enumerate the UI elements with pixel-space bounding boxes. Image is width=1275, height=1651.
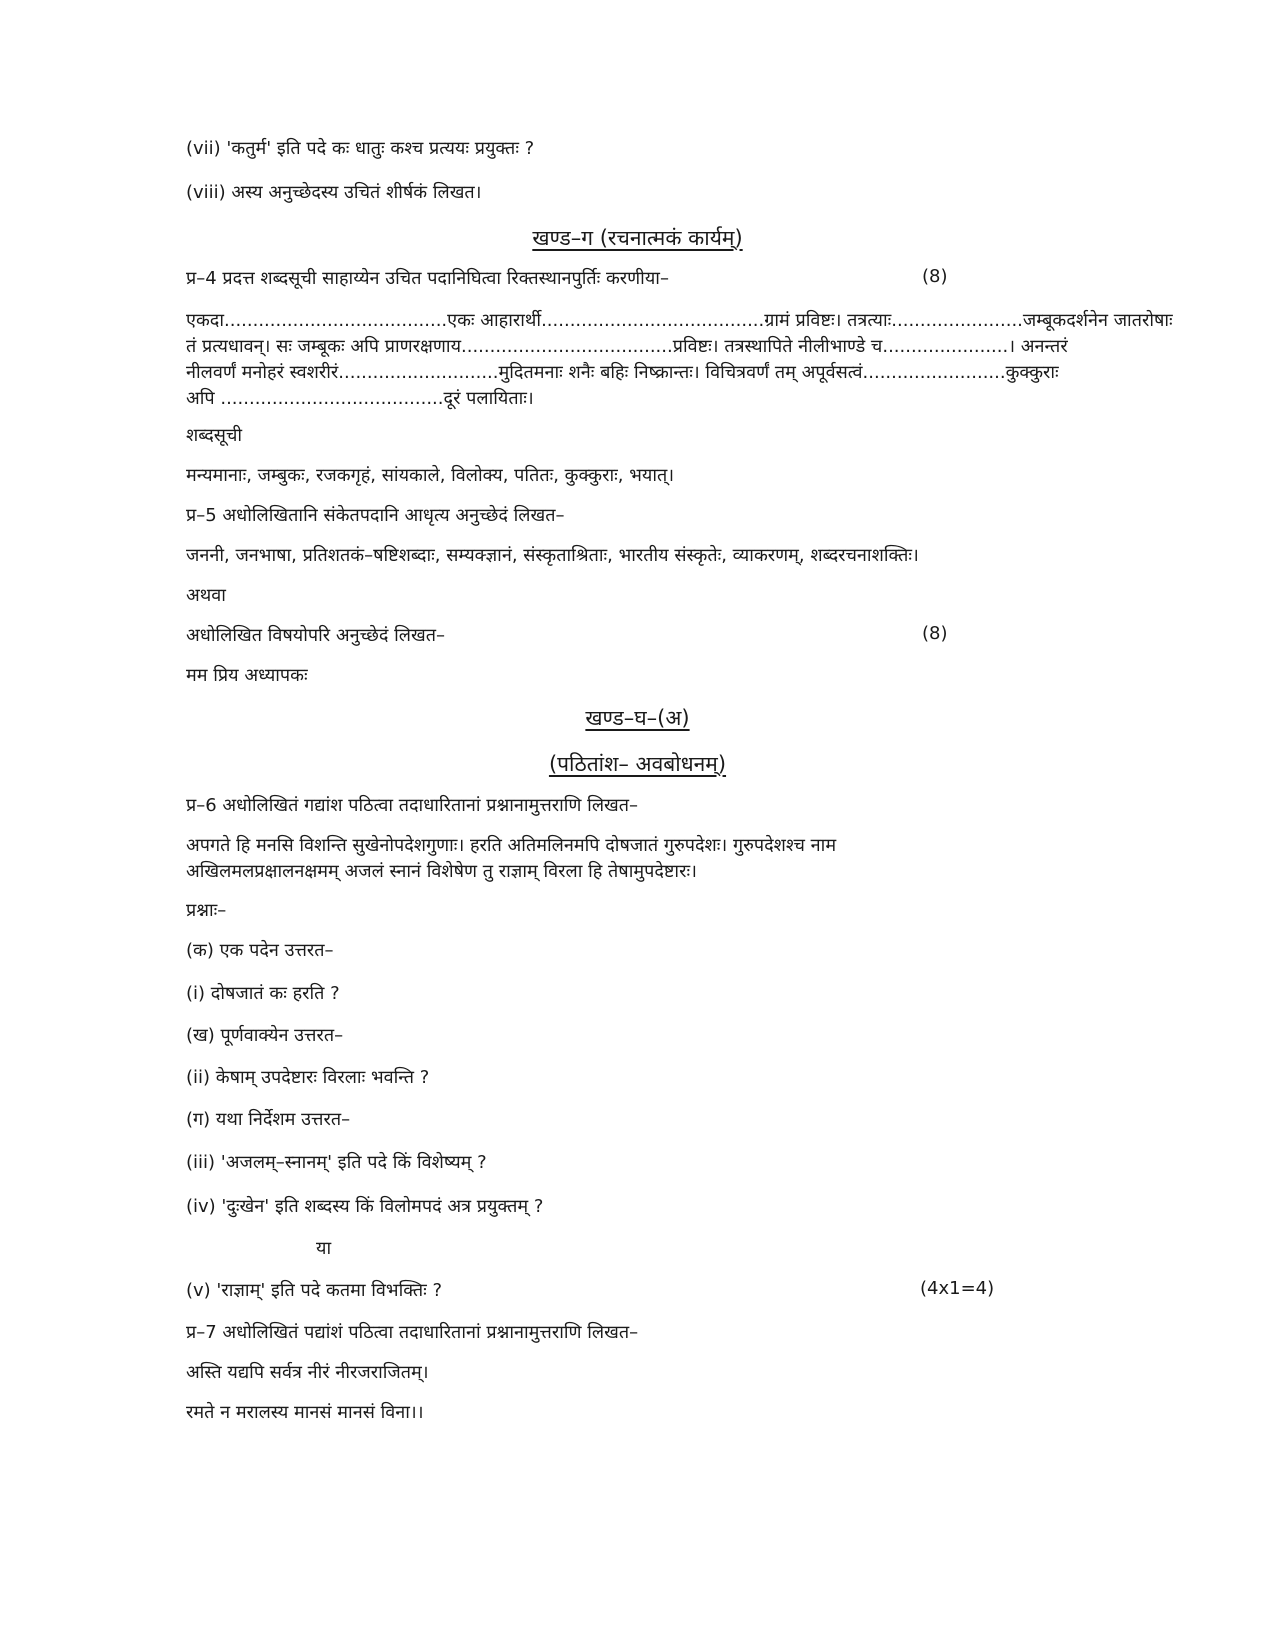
wordlist: मन्यमानाः, जम्बुकः, रजकगृहं, सांयकाले, विलोक्य, पतितः, कुक्कुराः, भयात्। bbox=[186, 465, 675, 486]
wordlist-label: शब्दसूची bbox=[186, 425, 243, 446]
q4-passage-line: एकदा.......................................एकः आहारार्थी.......................................ग्रामं प्रविष्टः। तत्रत्याः.......................जम्बूकदर्शनेन जातरोषाः bbox=[186, 310, 1173, 331]
question-vii: (vii) 'कतुर्म' इति पदे कः धातुः कश्च प्रत्ययः प्रयुक्तः ? bbox=[186, 138, 535, 159]
q6-v: (v) 'राज्ञाम्' इति पदे कतमा विभक्तिः ? bbox=[186, 1280, 443, 1301]
q6-questions-label: प्रश्नाः– bbox=[186, 900, 227, 921]
q6-or: या bbox=[316, 1238, 332, 1259]
q5-prompt: प्र–5 अधोलिखितानि संकेतपदानि आधृत्य अनुच्छेदं लिखत– bbox=[186, 505, 565, 526]
question-viii: (viii) अस्य अनुच्छेदस्य उचितं शीर्षकं लिखत। bbox=[186, 182, 482, 203]
q5-topic: मम प्रिय अध्यापकः bbox=[186, 665, 308, 686]
q6-iii: (iii) 'अजलम्–स्नानम्' इति पदे किं विशेष्यम् ? bbox=[186, 1152, 487, 1173]
q4-marks: (8) bbox=[922, 266, 948, 287]
q4-passage bbox=[186, 308, 1173, 412]
q6-passage-line: अखिलमलप्रक्षालनक्षमम् अजलं स्नानं विशेषेण तु राज्ञाम् विरला हि तेषामुपदेष्टारः। bbox=[186, 861, 697, 882]
q7-verse-line-2: रमते न मरालस्य मानसं मानसं विना।। bbox=[186, 1402, 424, 1423]
q5-marks: (8) bbox=[922, 623, 948, 644]
q6-marks: (4x1=4) bbox=[920, 1278, 995, 1299]
section-c-heading: खण्ड–ग (रचनात्मकं कार्यम्) bbox=[532, 226, 743, 250]
q6-passage bbox=[186, 833, 836, 885]
section-d-heading: खण्ड–घ–(अ) bbox=[585, 706, 690, 730]
q5-alt-prompt: अधोलिखित विषयोपरि अनुच्छेदं लिखत– bbox=[186, 625, 445, 646]
q6-iv: (iv) 'दुःखेन' इति शब्दस्य किं विलोमपदं अत्र प्रयुक्तम् ? bbox=[186, 1196, 544, 1217]
q6-i: (i) दोषजातं कः हरति ? bbox=[186, 983, 340, 1004]
q6-passage-line: अपगते हि मनसि विशन्ति सुखेनोपदेशगुणाः। हरति अतिमलिनमपि दोषजातं गुरुपदेशः। गुरुपदेशश्च नाम bbox=[186, 835, 837, 856]
q4-prompt: प्र–4 प्रदत्त शब्दसूची साहाय्येन उचित पदानिघित्वा रिक्तस्थानपुर्तिः करणीया– bbox=[186, 268, 669, 289]
q4-passage-line: नीलवर्णं मनोहरं स्वशरीरं............................मुदितमनाः शनैः बहिः निष्क्रान्तः। विचित्रवर्णं तम् अपूर्वसत्वं.........................कुक्कुराः bbox=[186, 362, 1059, 383]
q6-ka: (क) एक पदेन उत्तरत– bbox=[186, 940, 334, 961]
q6-kha: (ख) पूर्णवाक्येन उत्तरत– bbox=[186, 1025, 344, 1046]
q4-passage-line: तं प्रत्यधावन्। सः जम्बूकः अपि प्राणरक्षणाय.....................................प्रविष्टः। तत्रस्थापिते नीलीभाण्डे च......................। अनन्तरं bbox=[186, 336, 1068, 357]
q6-prompt: प्र–6 अधोलिखितं गद्यांश पठित्वा तदाधारितानां प्रश्नानामुत्तराणि लिखत– bbox=[186, 795, 639, 816]
q5-or: अथवा bbox=[186, 585, 226, 606]
q5-hints: जननी, जनभाषा, प्रतिशतकं–षष्टिशब्दाः, सम्यक्ज्ञानं, संस्कृताश्रिताः, भारतीय संस्कृतेः, व्याकरणम्, शब्दरचनाशक्तिः। bbox=[186, 545, 919, 566]
q4-passage-line: अपि .......................................दूरं पलायिताः। bbox=[186, 388, 534, 409]
q6-ii: (ii) केषाम् उपदेष्टारः विरलाः भवन्ति ? bbox=[186, 1067, 430, 1088]
q7-verse-line-1: अस्ति यद्यपि सर्वत्र नीरं नीरजराजितम्। bbox=[186, 1362, 429, 1383]
q6-ga: (ग) यथा निर्देशम उत्तरत– bbox=[186, 1109, 351, 1130]
section-d-subheading: (पठितांश– अवबोधनम्) bbox=[548, 752, 727, 776]
q7-prompt: प्र–7 अधोलिखितं पद्यांशं पठित्वा तदाधारितानां प्रश्नानामुत्तराणि लिखत– bbox=[186, 1322, 639, 1343]
